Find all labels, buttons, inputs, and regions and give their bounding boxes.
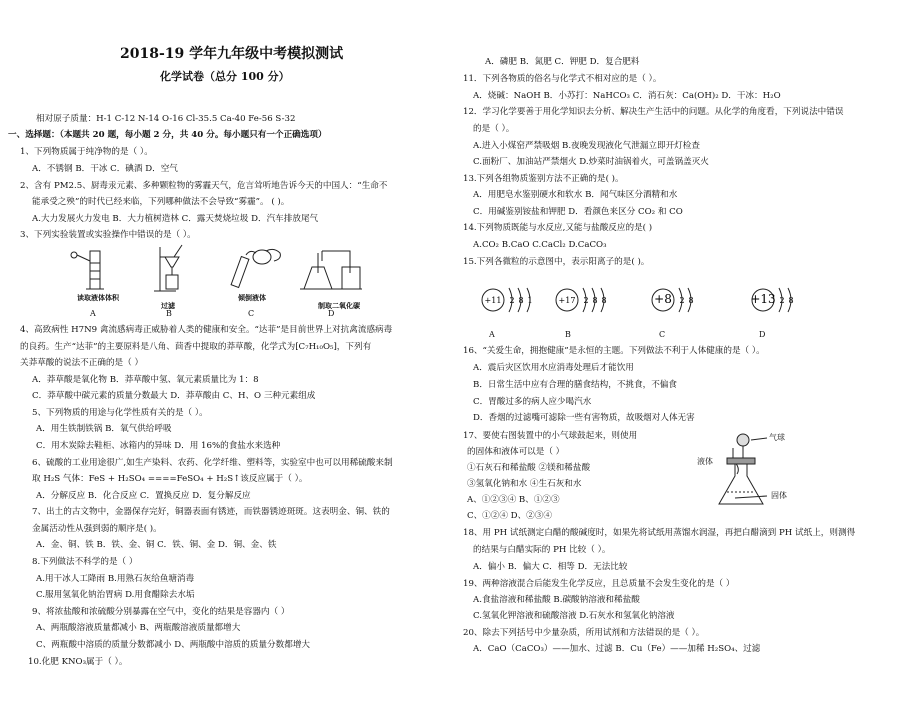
q15-letter-c: C (659, 330, 666, 339)
atom-diagram-d (750, 288, 793, 312)
q7-stem-2: 金属活动性从强到弱的顺序是( )。 (32, 524, 162, 534)
q2-stem-2: 能承受之殃”的时代已经来临，下列哪种做法不会导致“雾霾”。 ( )。 (32, 197, 290, 207)
q3-letter-b: B (166, 309, 172, 318)
q10-stem: 10.化肥 KNO₃属于（ ）。 (28, 657, 128, 667)
q17-flask-figure (697, 428, 807, 518)
q1-options: A．不锈钢 B．干冰 C．碘酒 D．空气 (32, 164, 178, 174)
atomic-masses: 相对原子质量：H-1 C-12 N-14 O-16 Cl-35.5 Ca-40 Fe-56 S-32 (36, 114, 296, 124)
q1-stem: 1、下列物质属于纯净物的是（ ）。 (20, 147, 153, 157)
exam-subtitle: 化学试卷（总分 100 分） (160, 70, 290, 83)
q15-letter-b: B (565, 330, 571, 339)
atom-diagram-c (652, 288, 694, 312)
q18-stem-2: 的结果与白醋实际的 PH 比较（ ）。 (473, 545, 611, 555)
q18-options: A．偏小 B．偏大 C．相等 D．无法比较 (473, 562, 628, 572)
q15-letter-a: A (489, 330, 495, 339)
q17-stem-1: 17、要使右图装置中的小气球鼓起来，则使用 (463, 431, 638, 441)
q14-stem: 14.下列物质既能与水反应,又能与盐酸反应的是( ) (463, 223, 653, 233)
q13-options-ab: A．用肥皂水鉴别硬水和软水 B．闻气味区分酒精和水 (473, 190, 678, 200)
q11-stem: 11．下列各物质的俗名与化学式不相对应的是（ ）。 (463, 74, 662, 84)
q3-lab-figure (60, 243, 390, 323)
q9-options-ab: A、两瓶酸溶液质量都减小 B、两瓶酸溶液质量都增大 (36, 623, 241, 633)
q12-stem-1: 12．学习化学要善于用化学知识去分析、解决生产生活中的问题。从化学的角度看，下列说法中错误 (463, 107, 844, 117)
q19-options-ab: A.食盐溶液和稀盐酸 B.碳酸钠溶液和稀盐酸 (473, 595, 640, 605)
q12-options-cd: C.面粉厂、加油站严禁烟火 D.炒菜时油锅着火，可盖锅盖灭火 (473, 157, 709, 167)
q7-options: A．金、铜、铁 B．铁、金、铜 C．铁、铜、金 D．铜、金、铁 (36, 540, 277, 550)
nucleus-charge: +8 (654, 292, 672, 306)
q2-stem-1: 2、含有 PM2.5、厨毒汞元素、多种颗粒物的雾霾天气，危言耸听地告诉今天的中国人：“生命不 (20, 181, 388, 191)
shell-electron-count: 8 (592, 296, 598, 305)
q5-options-ab: A．用生铁制铁锅 B．氧气供给呼吸 (36, 424, 172, 434)
shell-electron-count: 2 (583, 296, 589, 305)
atom-diagram-b (556, 288, 607, 312)
q17-choices-12: ①石灰石和稀盐酸 ②镁和稀盐酸 (467, 463, 591, 473)
q4-stem-3: 关莽草酸的说法不正确的是（ ） (20, 358, 144, 368)
q16-option-d: D．香烟的过滤嘴可滤除一些有害物质，故吸烟对人体无害 (473, 413, 695, 423)
q4-options-ab: A．莽草酸是氧化物 B．莽草酸中氢、氧元素质量比为 1：8 (32, 375, 259, 385)
q13-options-cd: C．用碱鉴别铵盐和钾肥 D．看颜色来区分 CO₂ 和 CO (473, 207, 683, 217)
q13-stem: 13.下列各组物质鉴别方法不正确的是( )。 (463, 174, 624, 184)
q4-stem-1: 4、高致病性 H7N9 禽流感病毒正威胁着人类的健康和安全。“达菲”是目前世界上对抗禽流感病毒 (20, 325, 393, 335)
q3-apparatus-drawing (60, 243, 390, 295)
q17-options-ab: A、①②③④ B、①②③ (467, 495, 560, 505)
q3-letter-a: A (90, 309, 96, 318)
q8-options-ab: A.用干冰人工降雨 B.用熟石灰给鱼塘消毒 (36, 574, 195, 584)
q3-letter-c: C (248, 309, 255, 318)
shell-electron-count: 8 (601, 296, 607, 305)
q20-options: A．CaO（CaCO₃）——加水、过滤 B．Cu（Fe）——加稀 H₂SO₄、过滤 (473, 644, 761, 654)
q12-stem-2: 的是（ ）。 (473, 124, 515, 134)
q5-options-cd: C．用木炭除去鞋柜、冰箱内的异味 D．用 16%的食盐水来选种 (36, 441, 281, 451)
q18-stem-1: 18、用 PH 试纸测定白醋的酸碱度时，如果先将试纸用蒸馏水润湿，再把白醋滴到 PH 试纸上，则测得 (463, 528, 856, 538)
q4-options-cd: C．莽草酸中碳元素的质量分数最大 D．莽草酸由 C、H、O 三种元素组成 (32, 391, 316, 401)
q16-option-b: B．日常生活中应有合理的膳食结构，不挑食，不偏食 (473, 380, 677, 390)
q17-options-cd: C、①②④ D、②③④ (467, 511, 552, 521)
q3-caption-b: 过滤 (161, 301, 175, 310)
shell-electron-count: 2 (779, 296, 785, 305)
q16-stem: 16、“关爱生命，拥抱健康”是永恒的主题。下列做法不利于人体健康的是（ ）。 (463, 346, 765, 356)
q17-liquid-label: 液体 (697, 457, 713, 466)
q5-stem: 5、下列物质的用途与化学性质有关的是（ ）。 (32, 408, 208, 418)
q8-stem: 8.下列做法不科学的是（ ） (32, 557, 138, 567)
q6-stem-1: 6、硫酸的工业用途很广,如生产染料、农药、化学纤维、塑料等，实验室中也可以用稀硫酸来制 (32, 458, 393, 468)
nucleus-charge: +17 (558, 296, 576, 305)
q17-balloon-label: 气球 (769, 433, 785, 442)
q20-stem: 20、除去下列括号中少量杂质，所用试剂和方法错误的是（ ）。 (463, 628, 705, 638)
q17-solid-label: 固体 (771, 491, 787, 500)
shell-electron-count: 8 (518, 296, 524, 305)
shell-electron-count: 8 (688, 296, 694, 305)
section-heading: 一、选择题：（本题共 20 题，每小题 2 分，共 40 分。每小题只有一个正确选项） (8, 130, 327, 140)
q15-ion-figure (463, 272, 903, 342)
q17-choices-34: ③氢氧化钠和水 ④生石灰和水 (467, 479, 582, 489)
q8-options-cd: C.服用氢氧化钠治胃病 D.用食醋除去水垢 (36, 590, 195, 600)
q19-stem: 19、两种溶液混合后能发生化学反应，且总质量不会发生变化的是（ ） (463, 579, 735, 589)
q7-stem-1: 7、出土的古文物中，金器保存完好，铜器表面有锈迹，而铁器锈迹斑斑。这表明金、铜、铁的 (32, 507, 390, 517)
q12-options-ab: A.进入小煤窑严禁吸烟 B.夜晚发现液化气泄漏立即开灯检查 (473, 141, 700, 151)
q16-option-a: A．震后灾区饮用水应消毒处理后才能饮用 (473, 363, 634, 373)
nucleus-charge: +13 (750, 292, 776, 306)
q6-options: A．分解反应 B．化合反应 C．置换反应 D．复分解反应 (36, 491, 251, 501)
q15-ion-diagrams (463, 272, 903, 330)
q9-stem: 9、将浓盐酸和浓硫酸分别暴露在空气中，变化的结果是容器内（ ） (32, 607, 290, 617)
q16-option-c: C．胃酸过多的病人应少喝汽水 (473, 397, 592, 407)
shell-electron-count: 2 (679, 296, 685, 305)
q3-caption-d: 制取二氧化碳 (318, 301, 360, 310)
shell-electron-count: 1 (527, 296, 533, 305)
nucleus-charge: +11 (484, 296, 502, 305)
q3-stem: 3、下列实验装置或实验操作中错误的是（ ）。 (20, 230, 196, 240)
q3-caption-a: 读取液体体积 (77, 293, 119, 302)
atom-diagram-a (482, 288, 533, 312)
exam-title: 2018-19 学年九年级中考模拟测试 (120, 46, 344, 62)
q10-options: A．磷肥 B．氮肥 C．钾肥 D．复合肥料 (485, 57, 640, 67)
q3-letter-d: D (328, 309, 335, 318)
q6-stem-2: 取 H₂S 气体：FeS + H₂SO₄ ====FeSO₄ + H₂S↑该反应属于（ ）。 (32, 474, 308, 484)
q3-caption-c: 倾倒液体 (238, 293, 266, 302)
q17-flask-drawing (707, 428, 807, 518)
shell-electron-count: 8 (788, 296, 794, 305)
q15-stem: 15.下列各微粒的示意图中，表示阳离子的是( )。 (463, 257, 650, 267)
q14-options: A.CO₂ B.CaO C.CaCl₂ D.CaCO₃ (473, 240, 607, 250)
q11-options: A．烧碱：NaOH B．小苏打：NaHCO₃ C．消石灰：Ca(OH)₂ D．干冰：H₂O (473, 91, 781, 101)
q4-stem-2: 的良药。生产“达菲”的主要原料是八角、茴香中提取的莽草酸，化学式为[C₇H₁₀O₅]，下列有 (20, 342, 372, 352)
q19-options-cd: C.氢氧化钾溶液和硫酸溶液 D.石灰水和氢氧化钠溶液 (473, 611, 675, 621)
q15-letter-d: D (759, 330, 766, 339)
q2-options: A.大力发展火力发电 B．大力植树造林 C．露天焚烧垃圾 D．汽车排放尾气 (32, 214, 319, 224)
shell-electron-count: 2 (509, 296, 515, 305)
q17-stem-2: 的固体和液体可以是（ ） (467, 447, 565, 457)
q9-options-cd: C、两瓶酸中溶质的质量分数都减小 D、两瓶酸中溶质的质量分数都增大 (36, 640, 311, 650)
